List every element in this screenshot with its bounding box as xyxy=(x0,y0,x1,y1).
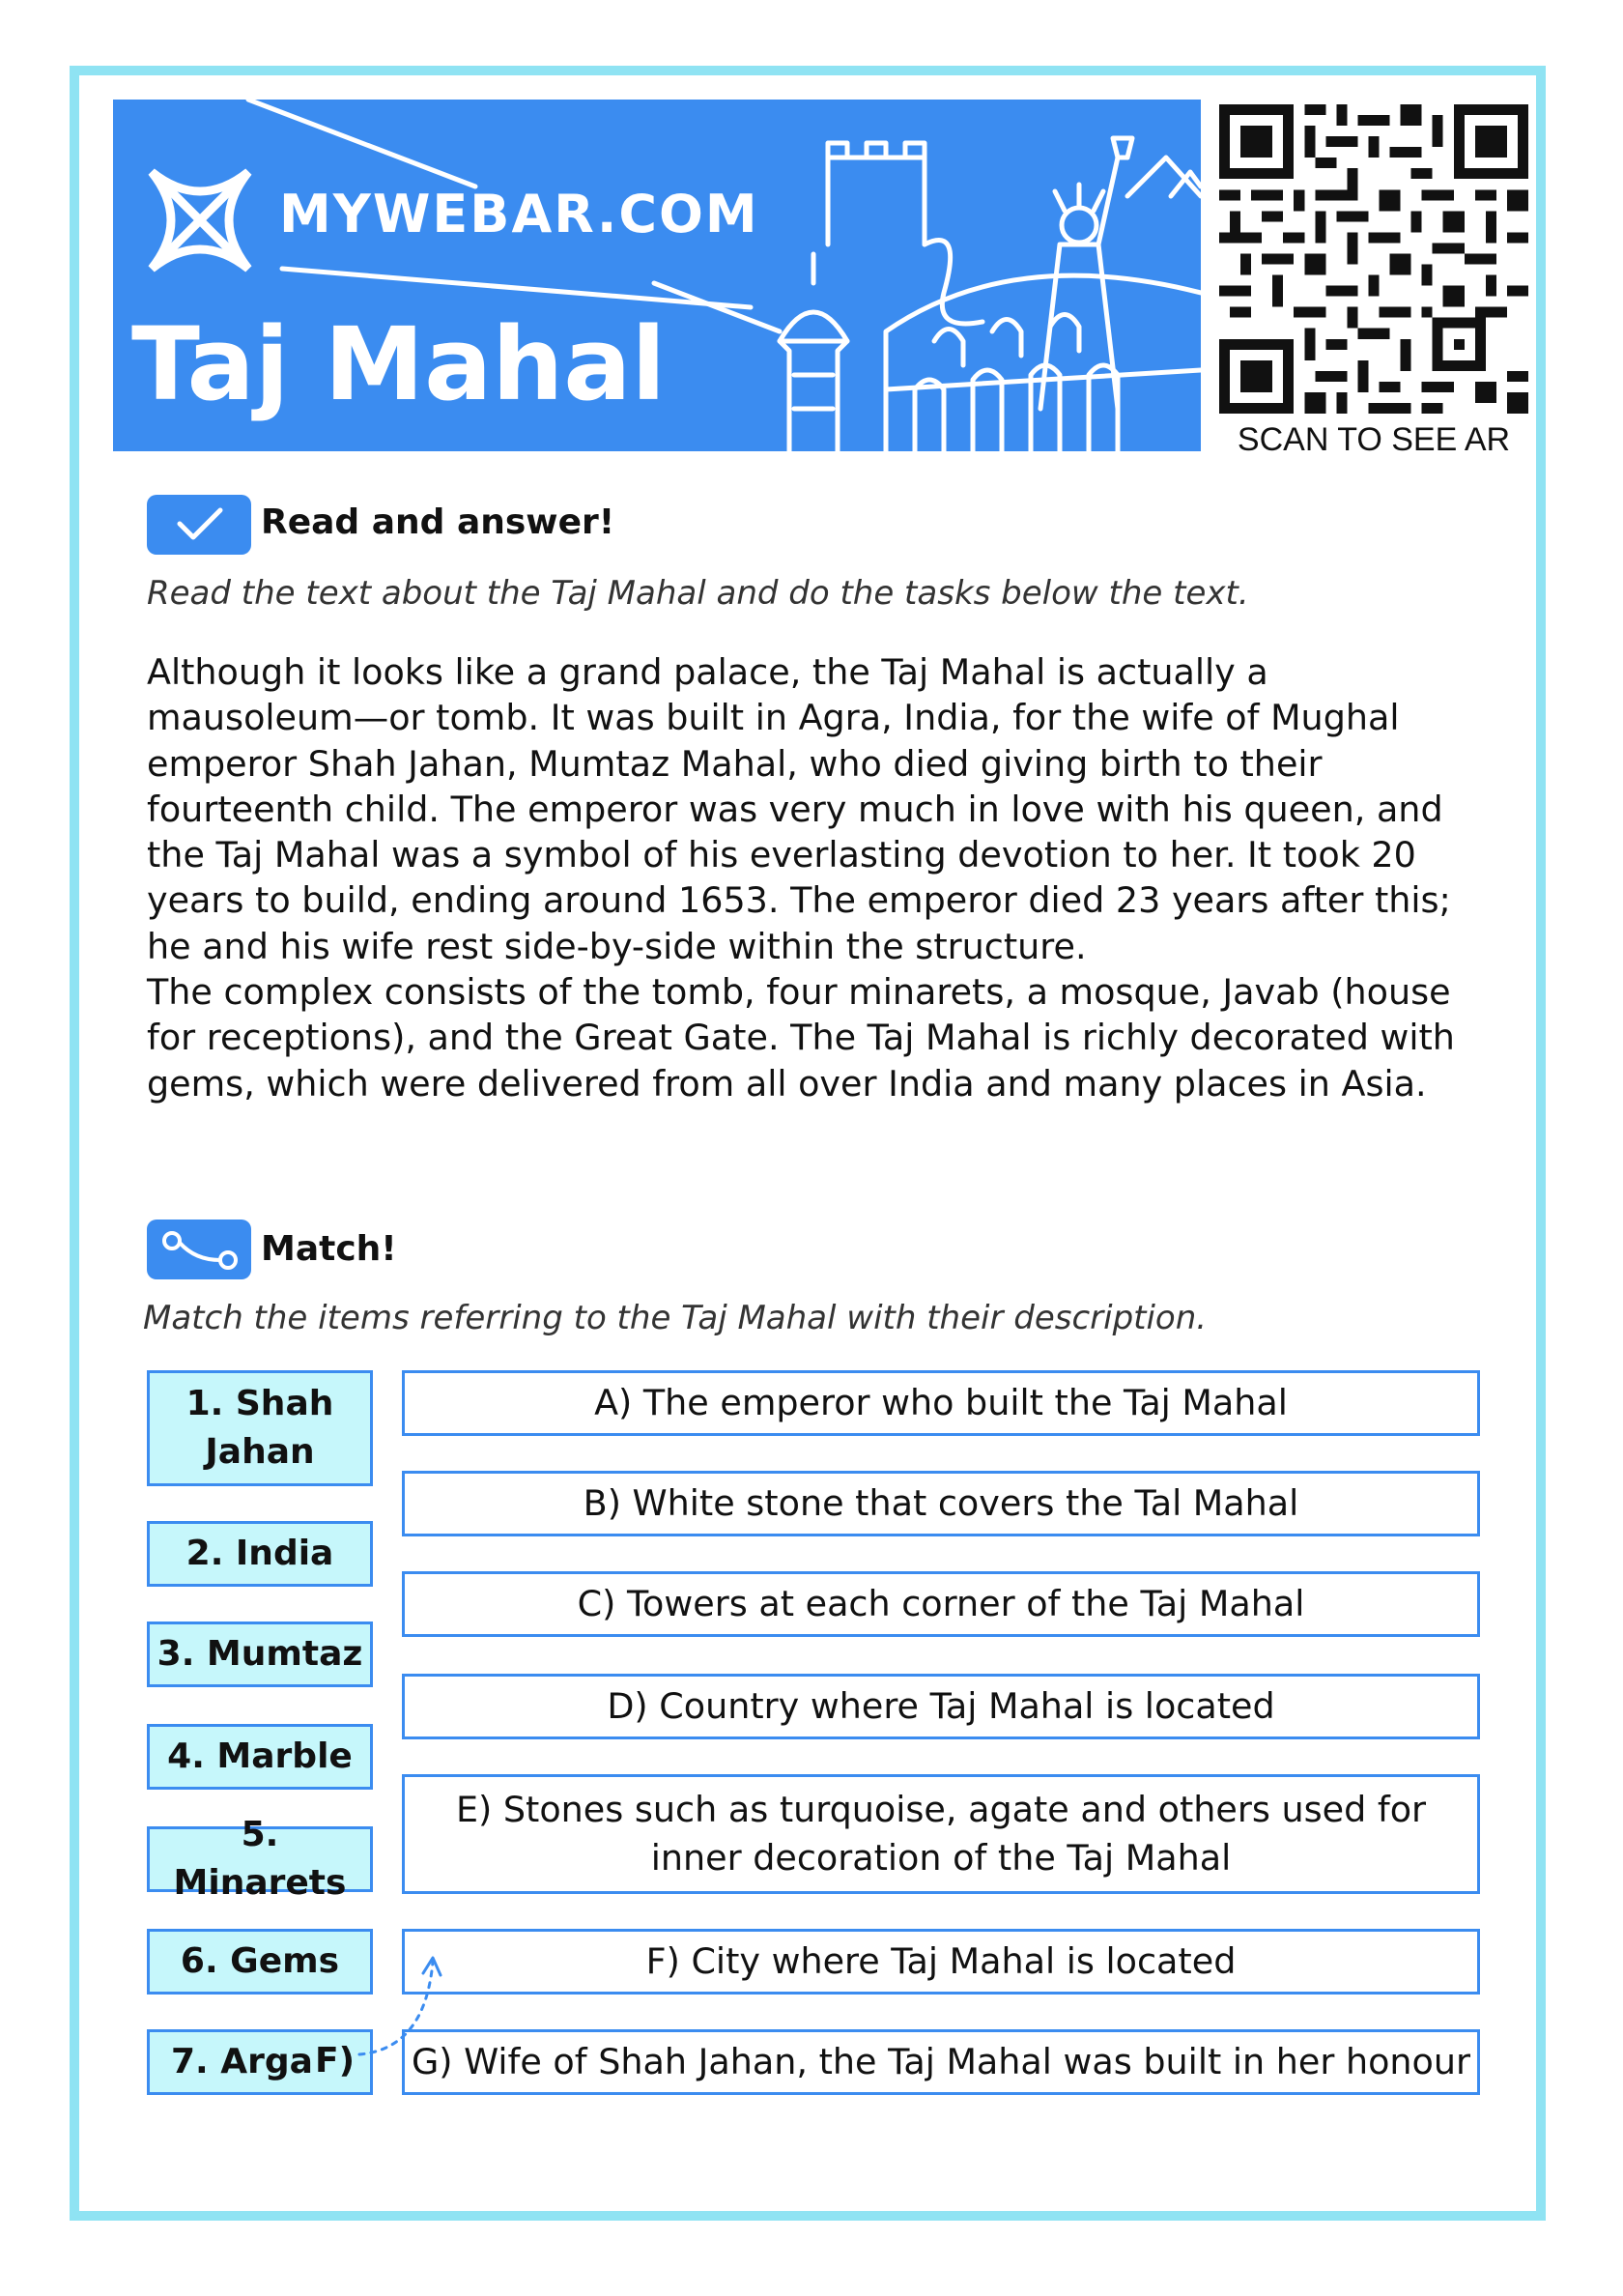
brand-name[interactable]: MYWEBAR.COM xyxy=(279,184,759,244)
page-title: Taj Mahal xyxy=(131,305,667,423)
description-e[interactable]: E) Stones such as turquoise, agate and others used for inner decoration of the Taj Mahal xyxy=(402,1774,1480,1894)
description-d[interactable]: D) Country where Taj Mahal is located xyxy=(402,1674,1480,1739)
qr-code xyxy=(1219,104,1528,414)
dotted-arrow-icon xyxy=(348,1942,464,2097)
read-section-heading: Read and answer! xyxy=(261,502,615,542)
read-instruction: Read the text about the Taj Mahal and do the tasks below the text. xyxy=(147,574,1249,613)
example-answer: F) xyxy=(315,2041,356,2081)
qr-caption: SCAN TO SEE AR xyxy=(1237,421,1511,458)
passage-paragraph: The complex consists of the tomb, four minarets, a mosque, Javab (house for receptions), and the Great Gate. The Taj Mahal is richly decorated with gems, which were delivered from all over India and many places in Asia. xyxy=(147,971,1455,1105)
description-f[interactable]: F) City where Taj Mahal is located xyxy=(402,1929,1480,1995)
match-item-5[interactable]: 5. Minarets xyxy=(147,1826,373,1892)
match-item-4[interactable]: 4. Marble xyxy=(147,1724,373,1790)
match-section-heading: Match! xyxy=(261,1229,397,1269)
match-item-2[interactable]: 2. India xyxy=(147,1521,373,1587)
passage-paragraph: Although it looks like a grand palace, the Taj Mahal is actually a mausoleum—or tomb. It was built in Agra, India, for the wife of Mughal emperor Shah Jahan, Mumtaz Mahal, who died giving birth to their fourteenth child. The emperor was very much in love with his queen, and the Taj Mahal was a symbol of his everlasting devotion to her. It took 20 years to build, ending around 1653. The emperor died 23 years after this; he and his wife rest side-by-side within the structure. xyxy=(147,651,1451,967)
match-item-3[interactable]: 3. Mumtaz xyxy=(147,1622,373,1687)
mywebar-logo-icon xyxy=(132,153,268,288)
description-g[interactable]: G) Wife of Shah Jahan, the Taj Mahal was built in her honour xyxy=(402,2029,1480,2095)
match-instruction: Match the items referring to the Taj Mahal with their description. xyxy=(143,1299,1208,1337)
match-item-6[interactable]: 6. Gems xyxy=(147,1929,373,1995)
reading-passage xyxy=(147,649,1480,1106)
match-item-1[interactable]: 1. Shah Jahan xyxy=(147,1370,373,1486)
description-c[interactable]: C) Towers at each corner of the Taj Mahal xyxy=(402,1571,1480,1637)
checkmark-icon xyxy=(147,495,251,555)
description-b[interactable]: B) White stone that covers the Tal Mahal xyxy=(402,1471,1480,1536)
match-item-7[interactable]: 7. Arga xyxy=(147,2029,373,2095)
match-connector-icon xyxy=(147,1220,251,1279)
description-a[interactable]: A) The emperor who built the Taj Mahal xyxy=(402,1370,1480,1436)
